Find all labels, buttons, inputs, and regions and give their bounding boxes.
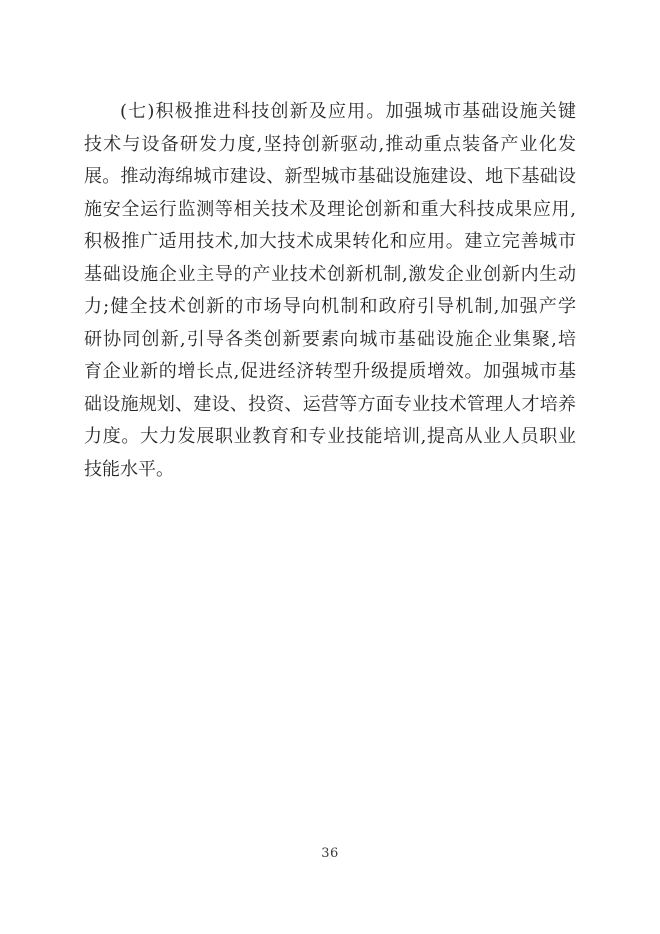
text-line-1-body: 加强城市基础设施关键 <box>385 101 576 122</box>
page-number: 36 <box>321 846 339 861</box>
text-line-7: 力;健全技术创新的市场导向机制和政府引导机制,加强产学 <box>84 296 576 317</box>
first-line-indent <box>84 116 120 117</box>
text-line-4: 施安全运行监测等相关技术及理论创新和重大科技成果应用, <box>84 198 576 220</box>
text-line-3: 展。推动海绵城市建设、新型城市基础设施建设、地下基础设 <box>84 166 576 187</box>
text-line-8: 研协同创新,引导各类创新要素向城市基础设施企业集聚,培 <box>84 328 576 350</box>
text-line-10: 础设施规划、建设、投资、运营等方面专业技术管理人才培养 <box>84 393 576 415</box>
text-line-1 <box>84 96 576 129</box>
text-line-5: 积极推广适用技术,加大技术成果转化和应用。建立完善城市 <box>84 231 576 252</box>
section-heading: (七)积极推进科技创新及应用。 <box>120 101 386 122</box>
body-paragraph <box>84 96 576 486</box>
text-line-9: 育企业新的增长点,促进经济转型升级提质增效。加强城市基 <box>84 361 576 382</box>
text-line-6: 基础设施企业主导的产业技术创新机制,激发企业创新内生动 <box>84 263 576 285</box>
text-line-2: 技术与设备研发力度,坚持创新驱动,推动重点装备产业化发 <box>84 133 576 155</box>
text-line-12: 技能水平。 <box>84 458 174 480</box>
text-line-11: 力度。大力发展职业教育和专业技能培训,提高从业人员职业 <box>84 426 576 447</box>
